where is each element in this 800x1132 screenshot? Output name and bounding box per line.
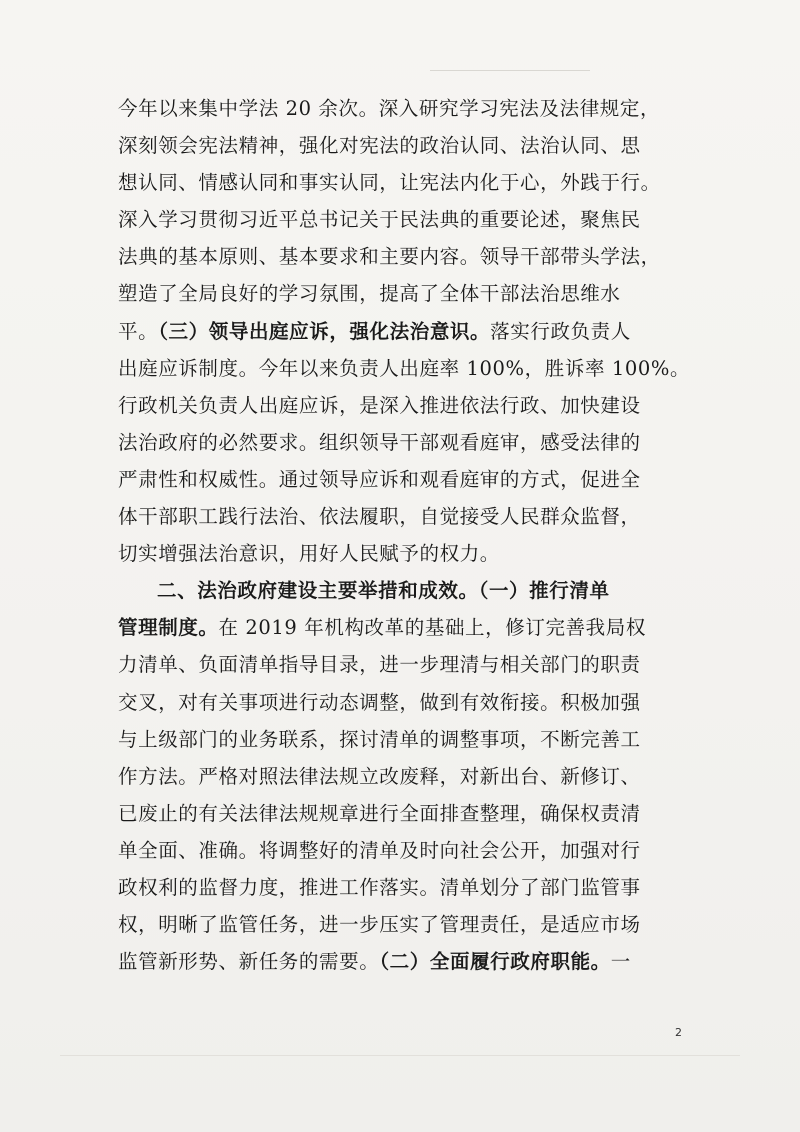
body-text-segment: 政权利的监督力度，推进工作落实。清单划分了部门监管事 (118, 875, 641, 899)
body-text-segment: 单全面、准确。将调整好的清单及时向社会公开，加强对行 (118, 838, 641, 862)
text-line (118, 906, 692, 943)
bold-heading-text: （二）全面履行政府职能。 (379, 950, 611, 974)
body-text-segment: 与上级部门的业务联系，探讨清单的调整事项，不断完善工 (118, 727, 641, 751)
bold-heading-text: 管理制度。 (118, 616, 219, 640)
body-text-segment: 深入学习贯彻习近平总书记关于民法典的重要论述，聚焦民 (118, 208, 641, 232)
text-line (118, 461, 692, 498)
page-number: 2 (675, 1026, 682, 1039)
body-text-segment: 塑造了全局良好的学习氛围，提高了全体干部法治思维水 (118, 282, 621, 306)
text-line (118, 795, 692, 832)
text-line (118, 350, 692, 387)
text-line (118, 238, 692, 275)
text-line (118, 424, 692, 461)
text-line (118, 721, 692, 758)
text-line (118, 572, 692, 609)
body-text-segment: 想认同、情感认同和事实认同，让宪法内化于心，外践于行。 (118, 171, 661, 195)
bold-heading-text: （三）领导出庭应诉，强化法治意识。 (158, 319, 491, 343)
body-text-segment: 力清单、负面清单指导目录，进一步理清与相关部门的职责 (118, 653, 641, 677)
bold-heading-text: 二、法治政府建设主要举措和成效。（一）推行清单 (157, 579, 610, 603)
text-line (118, 498, 692, 535)
scan-artifact (430, 70, 590, 71)
body-text-segment: 法治政府的必然要求。组织领导干部观看庭审，感受法律的 (118, 430, 641, 454)
text-line (118, 387, 692, 424)
text-line (118, 90, 692, 127)
text-line (118, 832, 692, 869)
body-text-segment: 落实行政负责人 (490, 319, 631, 343)
body-text-segment: 深刻领会宪法精神，强化对宪法的政治认同、法治认同、思 (118, 134, 641, 158)
text-line (118, 684, 692, 721)
text-line (118, 201, 692, 238)
text-line (118, 869, 692, 906)
body-text-segment: 权，明晰了监管任务，进一步压实了管理责任，是适应市场 (118, 913, 641, 937)
body-text-segment: 一 (610, 950, 631, 974)
text-line (118, 313, 692, 350)
text-line (118, 535, 692, 572)
body-text-segment: 已废止的有关法律法规规章进行全面排查整理，确保权责清 (118, 801, 641, 825)
body-text-segment: 在 2019 年机构改革的基础上，修订完善我局权 (218, 616, 646, 640)
text-line (118, 943, 692, 980)
body-text-segment: 切实增强法治意识，用好人民赋予的权力。 (118, 542, 500, 566)
body-text-segment: 法典的基本原则、基本要求和主要内容。领导干部带头学法， (118, 245, 661, 269)
text-line (118, 127, 692, 164)
body-text-segment: 今年以来集中学法 20 余次。深入研究学习宪法及法律规定， (118, 97, 661, 120)
body-text-segment: 监管新形势、新任务的需要。 (118, 950, 380, 974)
text-line (118, 609, 692, 646)
body-text-segment: 体干部职工践行法治、依法履职，自觉接受人民群众监督， (118, 505, 641, 529)
text-line (118, 164, 692, 201)
text-line (118, 758, 692, 795)
text-line (118, 646, 692, 683)
text-line (118, 275, 692, 312)
scan-artifact (60, 1055, 740, 1056)
body-text-segment: 交叉，对有关事项进行动态调整，做到有效衔接。积极加强 (118, 690, 641, 714)
body-text-segment: 行政机关负责人出庭应诉，是深入推进依法行政、加快建设 (118, 393, 641, 417)
body-text-segment: 作方法。严格对照法律法规立改废释，对新出台、新修订、 (118, 764, 641, 788)
body-text-segment: 严肃性和权威性。通过领导应诉和观看庭审的方式，促进全 (118, 467, 641, 491)
body-text-segment: 出庭应诉制度。今年以来负责人出庭率 100%，胜诉率 100%。 (118, 356, 691, 380)
document-body (118, 90, 692, 980)
body-text-segment: 平。 (118, 319, 159, 343)
